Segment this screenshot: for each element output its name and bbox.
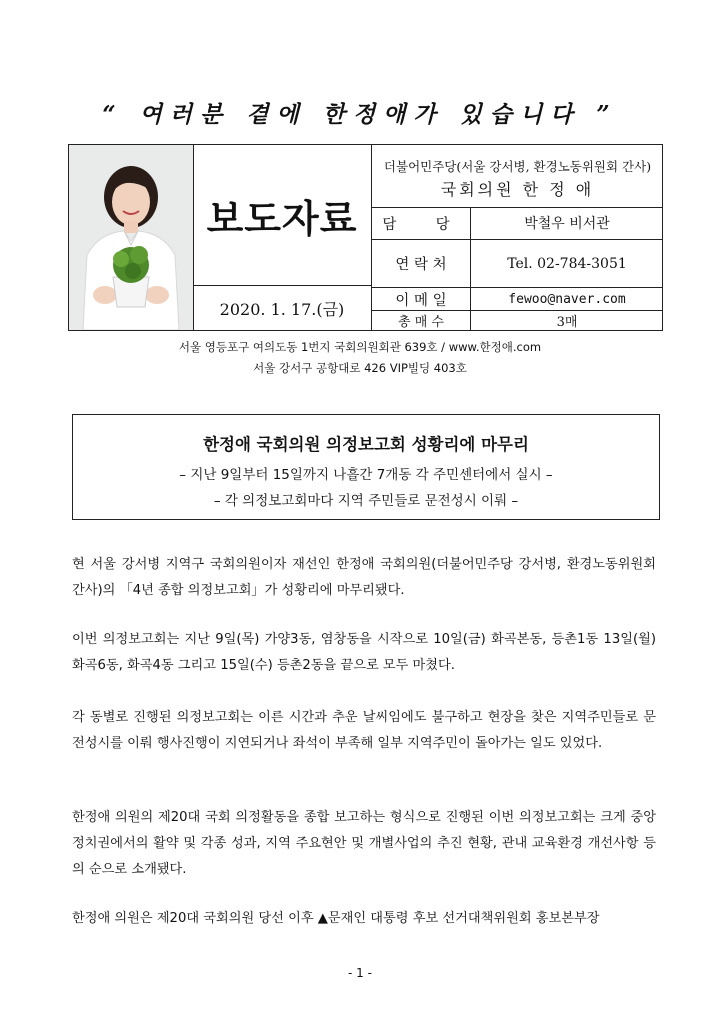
contact-row-pages (372, 311, 663, 330)
press-release-header (68, 144, 663, 331)
headline-box (72, 414, 660, 520)
contact-value: fewoo@naver.com (508, 291, 626, 307)
headline-title: 한정애 국회의원 의정보고회 성황리에 마무리 (203, 435, 529, 454)
member-photo-illustration (69, 145, 193, 330)
contact-value: 박철우 비서관 (524, 216, 610, 232)
slogan: “ 여러분 곁에 한정애가 있습니다 ” (102, 101, 618, 128)
body-paragraph: 현 서울 강서병 지역구 국회의원이자 재선인 한정애 국회의원(더불어민주당 강서병, 환경노동위원회 간사)의 「4년 종합 의정보고회」가 성황리에 마무리됐다. (72, 557, 656, 598)
body-paragraph: 한정애 의원의 제20대 국회 의정활동을 종합 보고하는 형식으로 진행된 이번 의정보고회는 크게 중앙 정치권에서의 활약 및 각종 성과, 지역 주요현안 및 개별사업의 추진 현황, 관내 교육환경 개선사항 등의 순으로 소개됐다. (72, 810, 656, 877)
release-date: 2020. 1. 17.(금) (193, 285, 371, 331)
page-number: - 1 - (348, 966, 372, 980)
contact-label: 이 메 일 (372, 288, 471, 310)
address-line-1: 서울 영등포구 여의도동 1번지 국회의원회관 639호 / www.한정애.com (178, 340, 542, 354)
body-paragraph: 각 동별로 진행된 의정보고회는 이른 시간과 추운 날씨임에도 불구하고 현장을 찾은 지역주민들로 문전성시를 이뤄 행사진행이 지연되거나 좌석이 부족해 일부 지역주민이 돌아가는 일도 있었다. (72, 710, 656, 751)
contact-label: 담 당 (372, 207, 471, 239)
member-info (372, 145, 663, 208)
body-paragraph: 이번 의정보고회는 지난 9일(목) 가양3동, 염창동을 시작으로 10일(금) 화곡본동, 등촌1동 13일(월) 화곡6동, 화곡4동 그리고 15일(수) 등촌2동을 끝으로 모두 마쳤다. (72, 632, 656, 673)
address-line-2: 서울 강서구 공항대로 426 VIP빌딩 403호 (253, 361, 467, 375)
press-release-title: 보도자료 (206, 196, 358, 241)
party-affiliation: 더불어민주당(서울 강서병, 환경노동위원회 간사) (383, 159, 652, 174)
contact-table (371, 145, 663, 330)
contact-row-manager (372, 207, 663, 240)
contact-label: 총 매 수 (372, 311, 471, 330)
contact-value: 3매 (556, 315, 578, 330)
headline-subtitle-2: – 각 의정보고회마다 지역 주민들로 문전성시 이뤄 – (213, 493, 519, 509)
member-name: 국회의원 한 정 애 (440, 180, 595, 199)
contact-row-phone (372, 240, 663, 288)
member-photo (69, 145, 194, 330)
contact-label: 연 락 처 (372, 240, 471, 287)
headline-subtitle-1: – 지난 9일부터 15일까지 나흘간 7개동 각 주민센터에서 실시 – (179, 467, 553, 483)
contact-value: Tel. 02-784-3051 (507, 255, 627, 272)
body-paragraph: 한정애 의원은 제20대 국회의원 당선 이후 ▲문재인 대통령 후보 선거대책위원회 홍보본부장 (72, 911, 600, 926)
contact-row-email (372, 288, 663, 311)
